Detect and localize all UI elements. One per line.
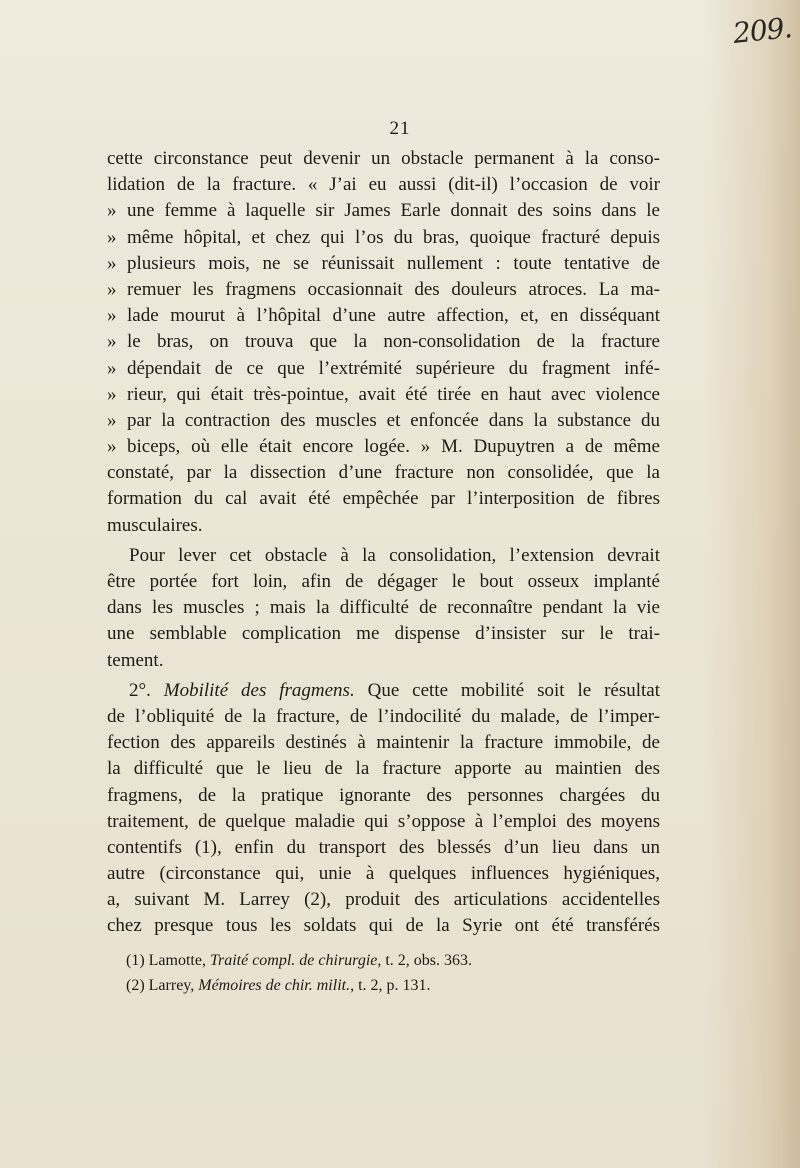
quote-mark: » — [107, 226, 117, 248]
line-text: plusieurs mois, ne se réunissait nullement : toute tentative de — [127, 252, 660, 274]
line-text: dépendait de ce que l’extrémité supérieure du fragment infé- — [127, 357, 660, 379]
footnote-author: (1) Lamotte, — [126, 952, 210, 969]
footnote-work-title: Mémoires de chir. milit. — [198, 977, 351, 994]
line-text: une femme à laquelle sir James Earle donnait des soins dans le — [127, 200, 660, 222]
text-line — [107, 225, 660, 251]
line-text: lidation de la fracture. « J’ai eu aussi (dit-il) l’occasion de voir — [107, 174, 660, 196]
line-text: par la contraction des muscles et enfoncée dans la substance du — [127, 409, 660, 431]
line-text: être portée fort loin, afin de dégager le bout osseux implanté — [107, 571, 660, 592]
line-text: formation du cal avait été empêchée par l’interposition de fibres — [107, 488, 660, 510]
text-line — [107, 356, 660, 382]
quote-mark: » — [107, 331, 117, 353]
line-text: lade mourut à l’hôpital d’une autre affection, et, en disséquant — [127, 305, 660, 327]
line-text: cette circonstance peut devenir un obstacle permanent à la conso- — [107, 148, 660, 169]
text-line — [107, 678, 660, 704]
text-line — [107, 648, 660, 674]
section-title: Mobilité des fragmens. — [163, 679, 355, 701]
line-text: fragmens, de la pratique ignorante des personnes chargées du — [107, 784, 660, 806]
line-text: remuer les fragmens occasionnait des douleurs atroces. La ma- — [127, 278, 660, 300]
line-text: fection des appareils destinés à maintenir la fracture immobile, de — [107, 732, 660, 754]
text-line — [107, 887, 660, 913]
line-text: autre (circonstance qui, unie à quelques influences hygiéniques, — [107, 863, 660, 885]
handwritten-folio-number: 209. — [731, 11, 793, 50]
line-text: contentifs (1), enfin du transport des blessés d’un lieu dans un — [107, 836, 660, 858]
text-line — [107, 172, 660, 198]
line-text: a, suivant M. Larrey (2), produit des articulations accidentelles — [107, 889, 660, 911]
line-text: le bras, on trouva que la non-consolidation de la fracture — [127, 331, 660, 353]
text-line — [107, 730, 660, 756]
footnote-reference: , t. 2, obs. 363. — [377, 952, 473, 969]
footnote-author: (2) Larrey, — [126, 977, 199, 994]
line-text: la difficulté que le lieu de la fracture apporte au maintien des — [107, 758, 660, 780]
quote-mark: » — [107, 409, 117, 431]
text-line — [107, 434, 660, 460]
text-line — [107, 251, 660, 277]
line-text: dans les muscles ; mais la difficulté de reconnaître pendant la vie — [107, 597, 660, 619]
quote-mark: » — [107, 278, 117, 300]
footnotes — [126, 948, 626, 998]
text-line — [107, 329, 660, 355]
text-line — [107, 835, 660, 861]
footnote-reference: , t. 2, p. 131. — [350, 977, 431, 994]
text-line — [107, 913, 660, 939]
text-line — [107, 408, 660, 434]
quote-mark: » — [107, 436, 117, 458]
line-text: Pour lever cet obstacle à la consolidation, l’extension devrait — [129, 544, 660, 566]
text-line — [107, 756, 660, 782]
body-text — [107, 146, 660, 940]
line-text: une semblable complication me dispense d’insister sur le trai- — [107, 623, 660, 645]
text-line — [107, 543, 660, 569]
line-text: musculaires. — [107, 514, 203, 536]
footnote-work-title: Traité compl. de chirurgie — [209, 952, 378, 969]
text-line — [107, 595, 660, 621]
text-line — [107, 303, 660, 329]
text-line — [107, 460, 660, 486]
page-number: 21 — [389, 118, 411, 139]
line-text: constaté, par la dissection d’une fracture non consolidée, que la — [107, 462, 660, 484]
text-line — [107, 861, 660, 887]
line-text: même hôpital, et chez qui l’os du bras, quoique fracturé depuis — [127, 226, 660, 248]
text-line — [107, 783, 660, 809]
section-number: 2°. — [129, 679, 164, 701]
text-line — [107, 704, 660, 730]
text-line — [107, 569, 660, 595]
line-text: traitement, de quelque maladie qui s’oppose à l’emploi des moyens — [107, 810, 660, 832]
footnote — [126, 948, 626, 973]
text-line — [107, 513, 660, 539]
line-text: chez presque tous les soldats qui de la Syrie ont été transférés — [107, 915, 660, 937]
text-line — [107, 621, 660, 647]
quote-mark: » — [107, 305, 117, 327]
quote-mark: » — [107, 357, 117, 379]
text-line — [107, 382, 660, 408]
footnote — [126, 973, 626, 998]
text-line — [107, 277, 660, 303]
line-text: Que cette mobilité soit le résultat — [354, 679, 660, 701]
quote-mark: » — [107, 200, 117, 222]
quote-mark: » — [107, 383, 117, 405]
text-line — [107, 146, 660, 172]
line-text: tement. — [107, 649, 164, 671]
text-line — [107, 809, 660, 835]
line-text: de l’obliquité de la fracture, de l’indocilité du malade, de l’imper- — [107, 705, 660, 727]
text-line — [107, 198, 660, 224]
quote-mark: » — [107, 252, 117, 274]
line-text: rieur, qui était très-pointue, avait été tirée en haut avec violence — [127, 383, 660, 405]
text-line — [107, 486, 660, 512]
line-text: biceps, où elle était encore logée. » M. Dupuytren a de même — [127, 436, 660, 458]
